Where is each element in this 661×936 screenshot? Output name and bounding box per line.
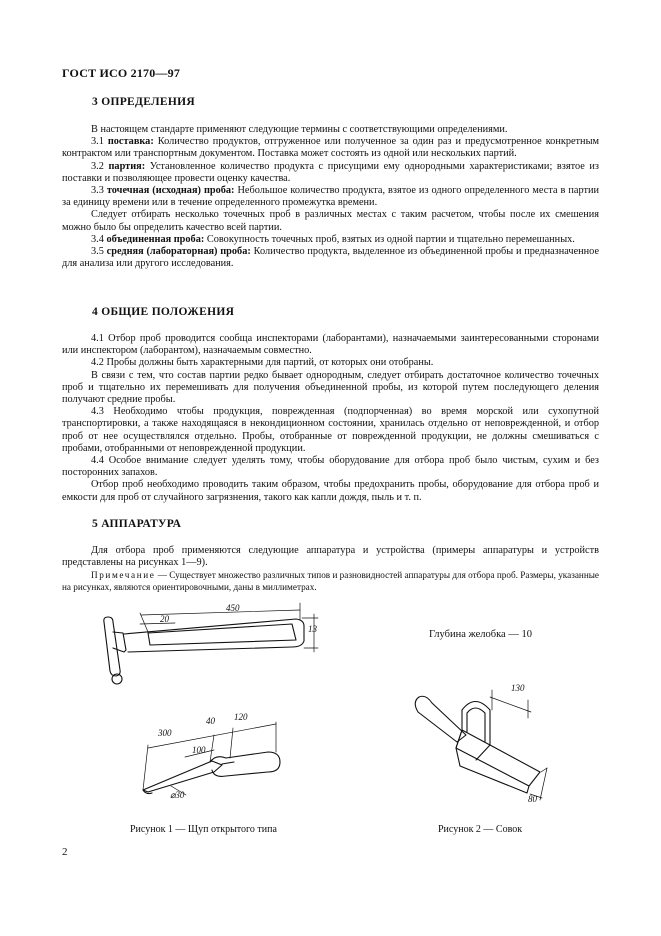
dim-40: 40 (206, 716, 215, 726)
dim-120: 120 (234, 712, 248, 722)
dim-13: 13 (308, 624, 317, 634)
definition-3-2: 3.2 партия: Установленное количество продукта с присущими ему однородными характеристиками; взятое из поставки и позволяющее провести оценку качества. (62, 160, 599, 184)
dim-100: 100 (192, 745, 206, 755)
definition-3-1: 3.1 поставка: Количество продуктов, отгруженное или полученное за один раз и предусмотренное конкретным контрактом или транспортным документом. Поставка может состоять из одной или нескольких партий. (62, 136, 599, 160)
para-5: Для отбора проб применяются следующие аппаратура и устройства (примеры аппаратуры и устройств представлены на рисунках 1—9). (62, 545, 599, 569)
s3-intro: В настоящем стандарте применяют следующие термины с соответствующими определениями. (91, 124, 508, 135)
note-label: Примечание (91, 570, 156, 581)
document-header: ГОСТ ИСО 2170—97 (62, 66, 181, 80)
definition-3-4: 3.4 объединенная проба: Совокупность точечных проб, взятых из одной партии и тщательно перемешанных. (91, 233, 575, 245)
para-4-4: 4.4 Особое внимание следует уделять тому, чтобы оборудование для отбора проб было чистым, сухим и без посторонних запахов. (62, 455, 599, 479)
dim-20: 20 (160, 614, 169, 624)
section-3-title: 3 ОПРЕДЕЛЕНИЯ (92, 96, 195, 108)
dim-450: 450 (226, 603, 240, 613)
dim-diameter-30: ⌀30 (170, 790, 185, 800)
section-4-title: 4 ОБЩИЕ ПОЛОЖЕНИЯ (92, 306, 235, 318)
groove-depth-note: Глубина желобка — 10 (429, 629, 532, 640)
term: поставка: (107, 136, 154, 148)
scoop-drawing (415, 690, 547, 800)
definition-3-5: 3.5 средняя (лабораторная) проба: Количество продукта, выделенное из объединенной пробы и предназначенное для анализа или другого исследования. (62, 246, 600, 270)
term: точечная (исходная) проба: (106, 185, 235, 197)
section-5-title: 5 АППАРАТУРА (92, 518, 182, 530)
term: объединенная проба: (106, 233, 205, 245)
term: средняя (лабораторная) проба: (106, 246, 251, 258)
definition-3-3-extra: Следует отбирать несколько точечных проб в различных местах с таким расчетом, чтобы после их смешения можно было бы определить качество всей партии. (62, 209, 599, 233)
para-4-2-extra: В связи с тем, что состав партии редко бывает однородным, следует отбирать достаточное количество точечных проб и тщательно их перемешивать для получения объединенной пробы, из которой путем последующего деления получают средние пробы. (62, 369, 599, 406)
para-4-2: 4.2 Пробы должны быть характерными для партий, от которых они отобраны. (91, 357, 434, 369)
dim-80: 80 (528, 794, 537, 804)
definition-3-3: 3.3 точечная (исходная) проба: Небольшое количество продукта, взятое из одного определенного места в партии за единицу времени или в течение определенного промежутка времени. (62, 185, 599, 209)
term: партия: (108, 160, 146, 172)
para-4-3: 4.3 Необходимо чтобы продукция, поврежденная (подпорченная) во время морской или сухопутной транспортировки, а также находящаяся в некондиционном состоянии, хранилась отдельно от неповрежденной, и отбор проб от нее осуществлялся отдельно. Пробы, отобранные от поврежденной продукции, не должны смешиваться с пробами, отобранными от неповрежденной продукции. (62, 406, 599, 454)
probe-top-drawing (104, 603, 318, 684)
para-4-1: 4.1 Отбор проб проводится сообща инспекторами (лаборантами), назначаемыми заинтересованными сторонами или инспектором (лаборантом), назначаемым совместно. (62, 333, 599, 357)
page-number: 2 (62, 846, 68, 858)
dim-300: 300 (158, 728, 172, 738)
figure-1-caption: Рисунок 1 — Щуп открытого типа (130, 824, 277, 835)
figure-2-caption: Рисунок 2 — Совок (438, 824, 523, 835)
dim-130: 130 (511, 683, 525, 693)
note-text: — Существует множество различных типов и разновидностей аппаратуры для отбора проб. Размеры, указанные на рисунках, являются ориентировочными, даны в миллиметрах. (62, 570, 599, 593)
para-4-4-extra: Отбор проб необходимо проводить таким образом, чтобы предохранить пробы, оборудование для отбора проб и емкости для проб от случайного загрязнения, такого как капли дождя, пыль и т. п. (62, 479, 599, 503)
